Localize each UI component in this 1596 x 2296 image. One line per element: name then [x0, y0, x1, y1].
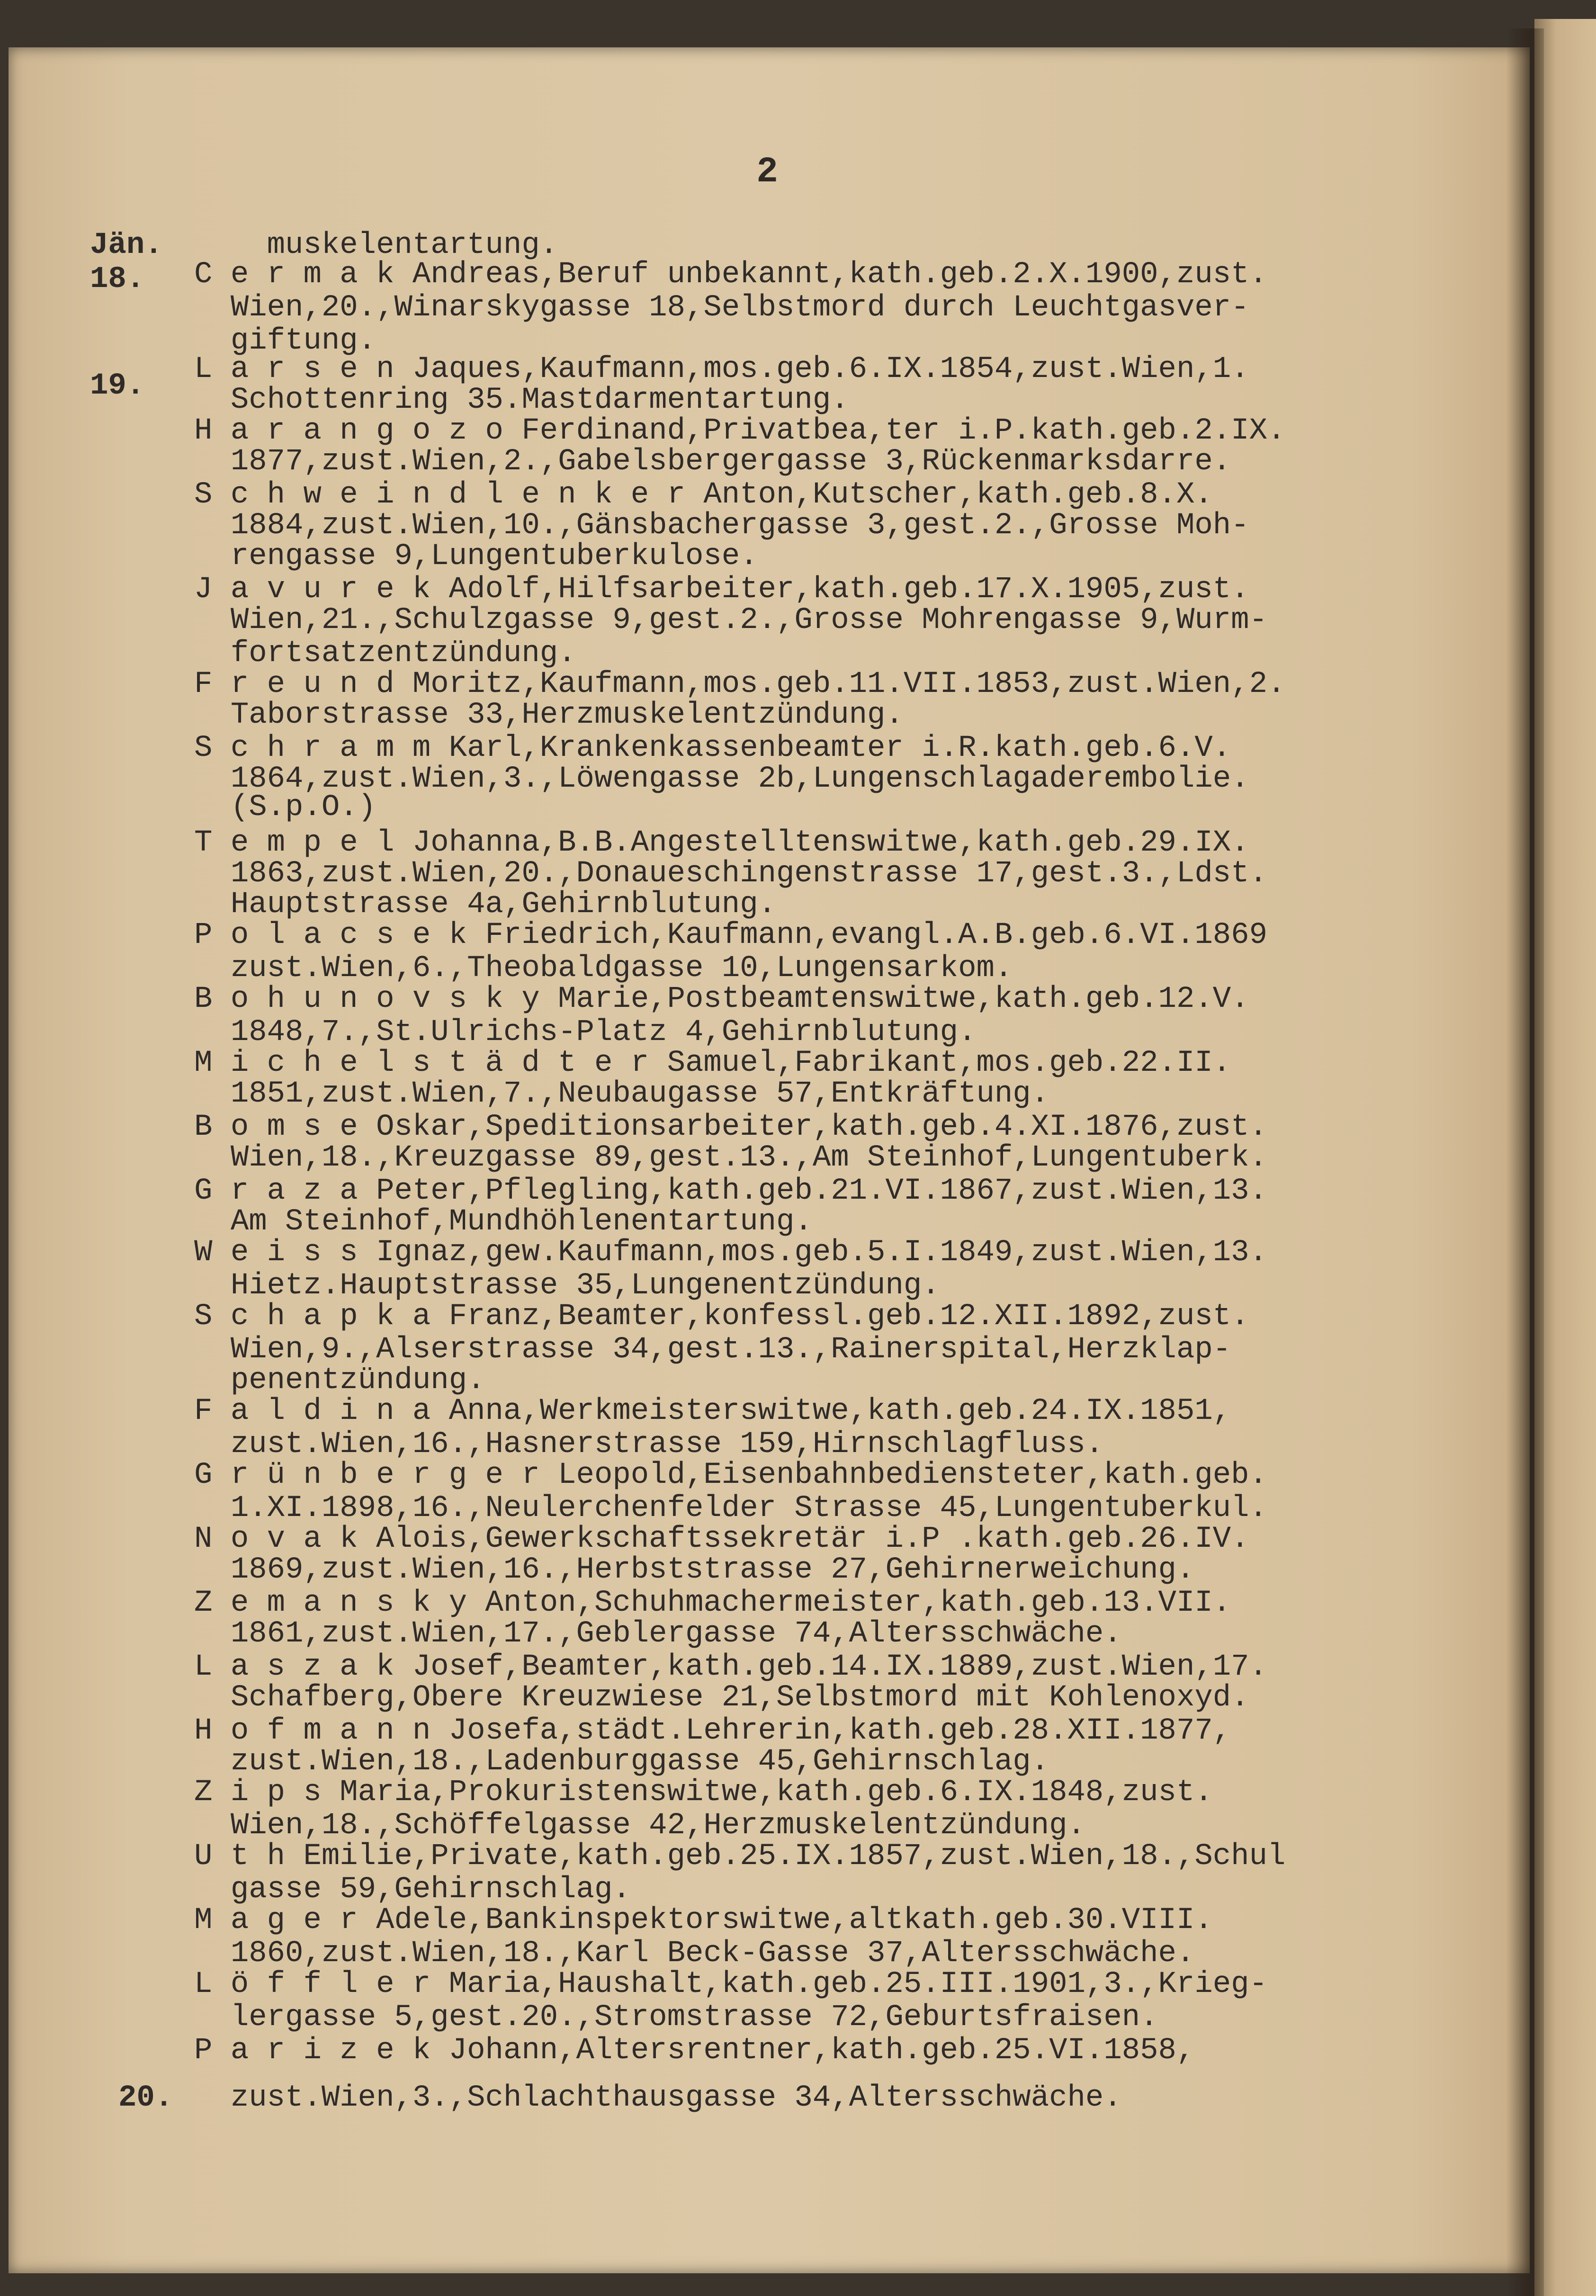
text-line: M i c h e l s t ä d t e r Samuel,Fabrikant,mos.geb.22.II. — [194, 1046, 1231, 1080]
text-line: L a r s e n Jaques,Kaufmann,mos.geb.6.IX.1854,zust.Wien,1. — [194, 352, 1249, 386]
margin-day-19: 19. — [90, 369, 145, 403]
text-line: Wien,9.,Alserstrasse 34,gest.13.,Rainerspital,Herzklap- — [194, 1333, 1231, 1367]
text-line: lergasse 5,gest.20.,Stromstrasse 72,Geburtsfraisen. — [194, 2000, 1158, 2035]
text-line: L ö f f l e r Maria,Haushalt,kath.geb.25.III.1901,3.,Krieg- — [194, 1967, 1267, 2001]
text-line: Am Steinhof,Mundhöhlenentartung. — [194, 1205, 813, 1239]
text-line: T e m p e l Johanna,B.B.Angestelltenswitwe,kath.geb.29.IX. — [194, 826, 1249, 860]
text-line: rengasse 9,Lungentuberkulose. — [194, 539, 758, 574]
text-line: N o v a k Alois,Gewerkschaftssekretär i.P .kath.geb.26.IV. — [194, 1522, 1249, 1556]
text-line: U t h Emilie,Private,kath.geb.25.IX.1857,zust.Wien,18.,Schul — [194, 1839, 1286, 1874]
text-line: P a r i z e k Johann,Altersrentner,kath.geb.25.VI.1858, — [194, 2034, 1195, 2068]
text-line: 1860,zust.Wien,18.,Karl Beck-Gasse 37,Altersschwäche. — [194, 1937, 1195, 1971]
text-line: Z i p s Maria,Prokuristenswitwe,kath.geb.6.IX.1848,zust. — [194, 1776, 1213, 1810]
text-line: 1869,zust.Wien,16.,Herbststrasse 27,Gehirnerweichung. — [194, 1553, 1195, 1587]
text-line: zust.Wien,18.,Ladenburggasse 45,Gehirnschlag. — [194, 1745, 1049, 1779]
text-line: S c h r a m m Karl,Krankenkassenbeamter i.R.kath.geb.6.V. — [194, 731, 1231, 765]
text-line: C e r m a k Andreas,Beruf unbekannt,kath.geb.2.X.1900,zust. — [194, 258, 1267, 292]
text-line: penentzündung. — [194, 1363, 485, 1398]
text-line: muskelentartung. — [194, 228, 558, 262]
text-line: Schafberg,Obere Kreuzwiese 21,Selbstmord mit Kohlenoxyd. — [194, 1681, 1249, 1715]
text-line: 1864,zust.Wien,3.,Löwengasse 2b,Lungenschlagaderembolie. — [194, 762, 1249, 796]
text-line: zust.Wien,3.,Schlachthausgasse 34,Altersschwäche. — [194, 2081, 1122, 2115]
text-line: S c h w e i n d l e n k e r Anton,Kutscher,kath.geb.8.X. — [194, 478, 1213, 512]
text-line: 1877,zust.Wien,2.,Gabelsbergergasse 3,Rückenmarksdarre. — [194, 445, 1231, 479]
text-line: L a s z a k Josef,Beamter,kath.geb.14.IX.1889,zust.Wien,17. — [194, 1650, 1267, 1684]
margin-day-20: 20. — [118, 2081, 173, 2115]
text-line: 1863,zust.Wien,20.,Donaueschingenstrasse 17,gest.3.,Ldst. — [194, 857, 1267, 891]
text-line: Wien,21.,Schulzgasse 9,gest.2.,Grosse Mohrengasse 9,Wurm- — [194, 603, 1267, 637]
text-line: Hauptstrasse 4a,Gehirnblutung. — [194, 888, 776, 922]
text-line: B o h u n o v s k y Marie,Postbeamtenswitwe,kath.geb.12.V. — [194, 982, 1249, 1016]
margin-day-18: 18. — [90, 262, 145, 296]
text-line: 1.XI.1898,16.,Neulerchenfelder Strasse 45,Lungentuberkul. — [194, 1491, 1267, 1525]
text-line: H a r a n g o z o Ferdinand,Privatbea,ter i.P.kath.geb.2.IX. — [194, 414, 1286, 448]
page-number: 2 — [756, 152, 778, 192]
text-line: W e i s s Ignaz,gew.Kaufmann,mos.geb.5.I.1849,zust.Wien,13. — [194, 1236, 1267, 1270]
text-line: Wien,18.,Schöffelgasse 42,Herzmuskelentzündung. — [194, 1809, 1085, 1843]
text-line: (S.p.O.) — [194, 790, 377, 825]
text-line: B o m s e Oskar,Speditionsarbeiter,kath.geb.4.XI.1876,zust. — [194, 1110, 1267, 1144]
text-line: Wien,18.,Kreuzgasse 89,gest.13.,Am Steinhof,Lungentuberk. — [194, 1141, 1267, 1175]
text-line: zust.Wien,16.,Hasnerstrasse 159,Hirnschlagfluss. — [194, 1427, 1104, 1462]
text-line: 1884,zust.Wien,10.,Gänsbachergasse 3,gest.2.,Grosse Moh- — [194, 509, 1249, 543]
text-line: 1851,zust.Wien,7.,Neubaugasse 57,Entkräftung. — [194, 1077, 1049, 1111]
text-line: P o l a c s e k Friedrich,Kaufmann,evangl.A.B.geb.6.VI.1869 — [194, 918, 1267, 952]
binding-shadow — [1506, 28, 1544, 2296]
text-line: giftung. — [194, 324, 377, 358]
text-line: Hietz.Hauptstrasse 35,Lungenentzündung. — [194, 1269, 940, 1303]
text-line: fortsatzentzündung. — [194, 637, 576, 671]
text-line: M a g e r Adele,Bankinspektorswitwe,altkath.geb.30.VIII. — [194, 1903, 1213, 1937]
margin-month: Jän. — [90, 228, 163, 262]
text-line: gasse 59,Gehirnschlag. — [194, 1873, 631, 1907]
text-line: F r e u n d Moritz,Kaufmann,mos.geb.11.VII.1853,zust.Wien,2. — [194, 667, 1286, 701]
text-line: H o f m a n n Josefa,städt.Lehrerin,kath.geb.28.XII.1877, — [194, 1714, 1231, 1748]
text-line: F a l d i n a Anna,Werkmeisterswitwe,kath.geb.24.IX.1851, — [194, 1394, 1231, 1428]
text-line: Z e m a n s k y Anton,Schuhmachermeister,kath.geb.13.VII. — [194, 1586, 1231, 1620]
text-line: J a v u r e k Adolf,Hilfsarbeiter,kath.geb.17.X.1905,zust. — [194, 573, 1249, 607]
text-line: Taborstrasse 33,Herzmuskelentzündung. — [194, 698, 904, 732]
text-line: 1848,7.,St.Ulrichs-Platz 4,Gehirnblutung. — [194, 1015, 977, 1049]
text-line: zust.Wien,6.,Theobaldgasse 10,Lungensarkom. — [194, 951, 1013, 986]
text-line: G r a z a Peter,Pflegling,kath.geb.21.VI.1867,zust.Wien,13. — [194, 1174, 1267, 1208]
text-line: Wien,20.,Winarskygasse 18,Selbstmord durch Leuchtgasver- — [194, 291, 1249, 325]
text-line: G r ü n b e r g e r Leopold,Eisenbahnbediensteter,kath.geb. — [194, 1458, 1267, 1492]
text-line: 1861,zust.Wien,17.,Geblergasse 74,Altersschwäche. — [194, 1617, 1122, 1651]
text-line: Schottenring 35.Mastdarmentartung. — [194, 383, 849, 417]
text-line: S c h a p k a Franz,Beamter,konfessl.geb.12.XII.1892,zust. — [194, 1300, 1249, 1334]
